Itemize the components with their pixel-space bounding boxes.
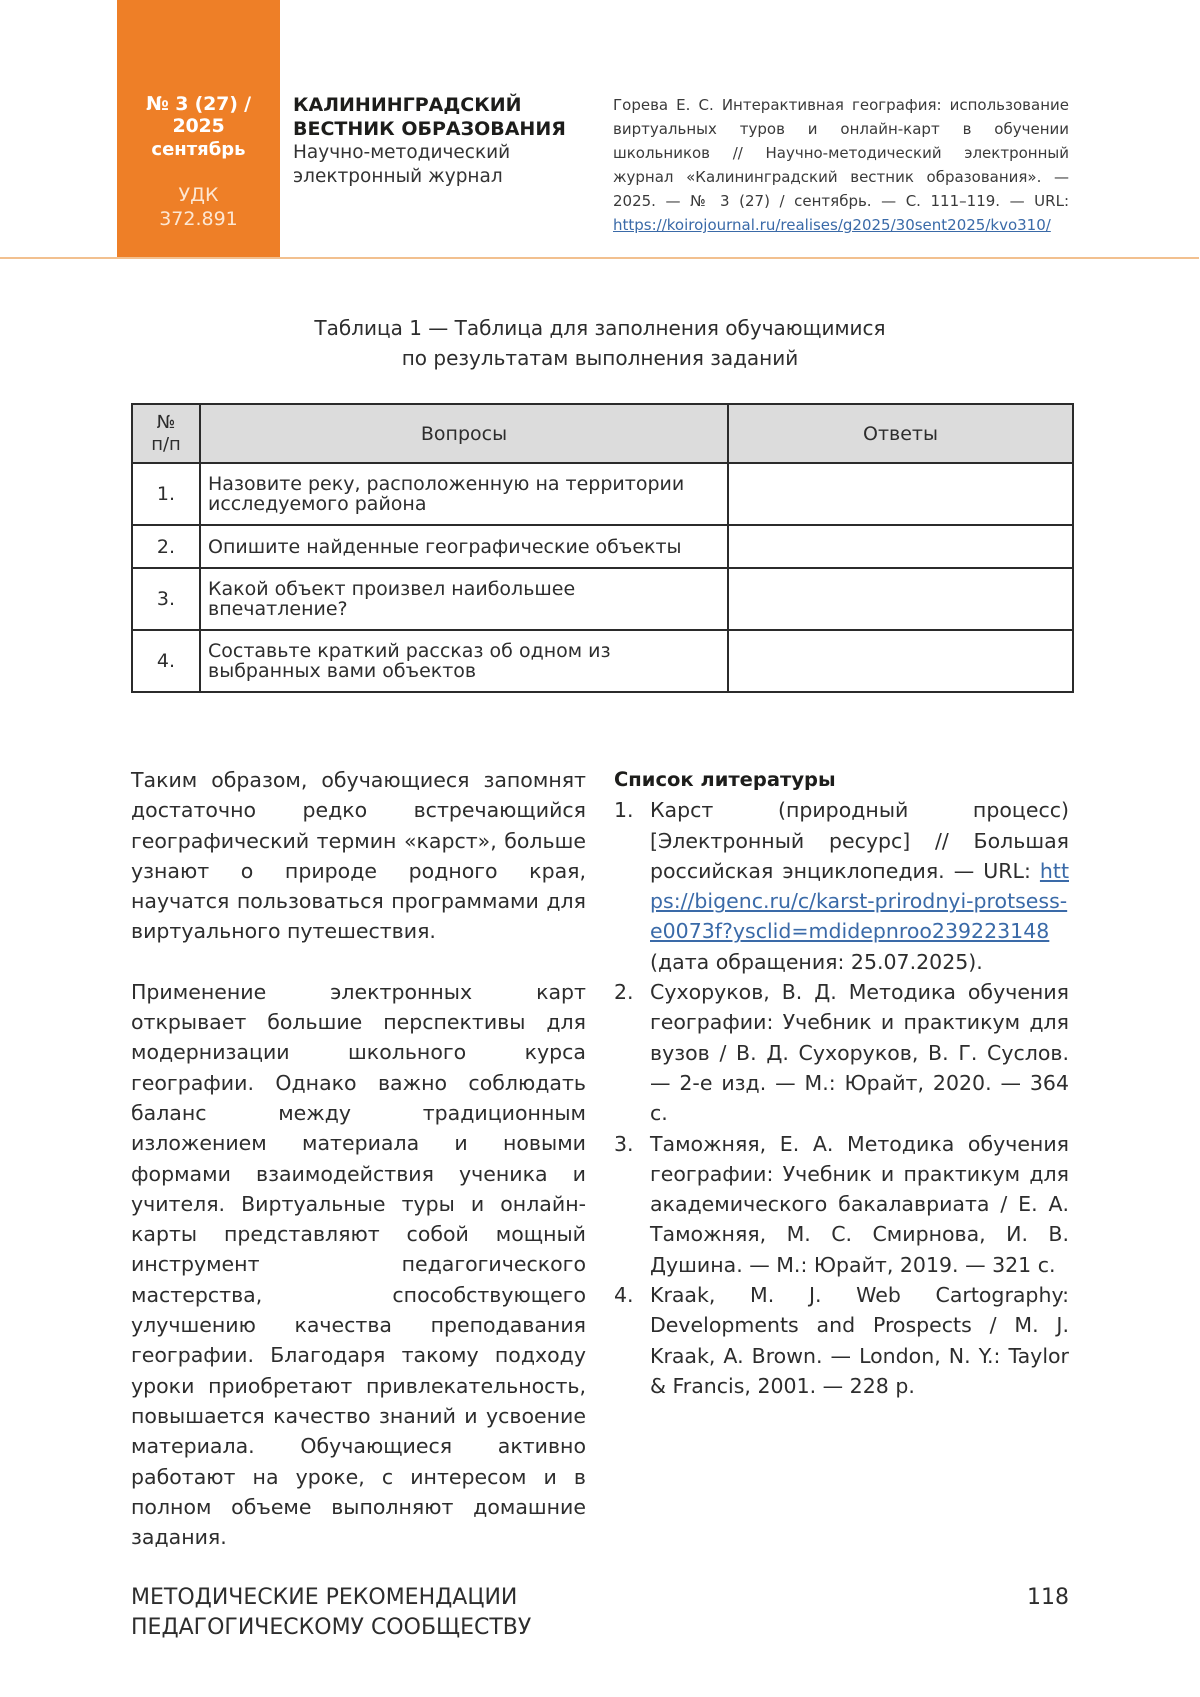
column-header-answers: Ответы [728,404,1073,463]
table-header-row [132,404,1073,463]
udk-code: 372.891 [159,208,238,230]
page-number: 118 [1027,1585,1069,1610]
reference-access-date: (дата обращения: 25.07.2025). [650,949,983,974]
reference-text: Сухоруков, В. Д. Методика обучения географии: Учебник и практикум для вузов / В. Д. Сухоруков, В. Г. Суслов. — 2-е изд. — М.: Юрайт, 2020. — 364 с. [650,980,1069,1126]
row-question: Какой объект произвел наибольшее впечатление? [200,568,728,630]
table-row [132,463,1073,525]
reference-number: 2. [614,980,634,1005]
row-question: Назовите реку, расположенную на территории исследуемого района [200,463,728,525]
citation [613,93,1069,237]
references-list [614,795,1069,1401]
row-answer-cell[interactable] [728,525,1073,568]
row-question: Опишите найденные географические объекты [200,525,728,568]
reference-item [614,977,1069,1128]
header-divider [0,257,1199,259]
row-number: 2. [132,525,200,568]
citation-text: Горева Е. С. Интерактивная география: использование виртуальных туров и онлайн-карт в обучении школьников // Научно-методический электронный журнал «Калининградский вестник образования». — 2025. — № 3 (27) / сентябрь. — С. 111–119. — URL: [613,96,1069,210]
references-title: Список литературы [614,768,836,791]
citation-link[interactable]: https://koirojournal.ru/realises/g2025/30sent2025/kvo310/ [613,216,1051,234]
footer-section-line1: МЕТОДИЧЕСКИЕ РЕКОМЕНДАЦИИ [131,1585,518,1610]
reference-item [614,1280,1069,1401]
body-paragraph: Таким образом, обучающиеся запомнят достаточно редко встречающийся географический термин «карст», больше узнают о природе родного края, научатся пользоваться программами для виртуального путешествия. [131,768,586,944]
table-caption-line2: по результатам выполнения заданий [401,346,799,370]
reference-number: 4. [614,1283,634,1308]
row-answer-cell[interactable] [728,630,1073,692]
reference-text: Kraak, M. J. Web Cartography: Developments and Prospects / M. J. Kraak, A. Brown. — London, N. Y.: Taylor & Francis, 2001. — 228 p. [650,1283,1069,1398]
footer-section-title [131,1583,531,1643]
body-text-column [131,765,586,1582]
row-answer-cell[interactable] [728,568,1073,630]
reference-text: Карст (природный процесс) [Электронный ресурс] // Большая российская энциклопедия. — URL: [650,798,1069,883]
column-header-number [132,404,200,463]
journal-title-line2: ВЕСТНИК ОБРАЗОВАНИЯ [293,118,566,140]
table-caption-line1: Таблица 1 — Таблица для заполнения обучающимися [314,316,886,340]
reference-number: 3. [614,1131,634,1156]
table-row [132,630,1073,692]
journal-subtitle-line2: электронный журнал [293,166,503,187]
issue-info [117,93,280,230]
journal-title-block [293,93,566,189]
body-paragraph: Применение электронных карт открывает большие перспективы для модернизации школьного курса географии. Однако важно соблюдать баланс между традиционным изложением материала и новыми формами взаимодействия ученика и учителя. Виртуальные туры и онлайн-карты представляют собой мощный инструмент педагогического мастерства, способствующего улучшению качества преподавания географии. Благодаря такому подходу уроки приобретают привлекательность, повышается качество знаний и усвоение материала. Обучающиеся активно работают на уроке, с интересом и в полном объеме выполняют домашние задания. [131,979,586,1550]
row-number: 4. [132,630,200,692]
issue-number: № 3 (27) / 2025 [146,93,251,137]
footer-section-line2: ПЕДАГОГИЧЕСКОМУ СООБЩЕСТВУ [131,1615,532,1640]
issue-month: сентябрь [151,139,246,160]
udk-label: УДК [178,184,219,206]
journal-title-line1: КАЛИНИНГРАДСКИЙ [293,94,522,116]
reference-item [614,795,1069,977]
table-caption [200,313,1000,373]
reference-text: Таможняя, Е. А. Методика обучения географии: Учебник и практикум для академического бакалавриата / Е. А. Таможняя, М. С. Смирнова, И. В. Душина. — М.: Юрайт, 2019. — 321 с. [650,1131,1069,1277]
journal-subtitle-line1: Научно-методический [293,142,511,163]
reference-link[interactable]: https://bigenc.ru/c/karst-prirodnyi-protsess-e0073f?ysclid=mdidepnroo239223148 [650,858,1069,944]
references-section [614,765,1069,1401]
questions-table [131,403,1074,693]
reference-number: 1. [614,798,634,823]
row-answer-cell[interactable] [728,463,1073,525]
column-header-questions: Вопросы [200,404,728,463]
table-row [132,525,1073,568]
reference-item [614,1129,1069,1280]
row-number: 3. [132,568,200,630]
column-header-number-text: № п/п [151,411,181,455]
table-row [132,568,1073,630]
row-question: Составьте краткий рассказ об одном из выбранных вами объектов [200,630,728,692]
row-number: 1. [132,463,200,525]
